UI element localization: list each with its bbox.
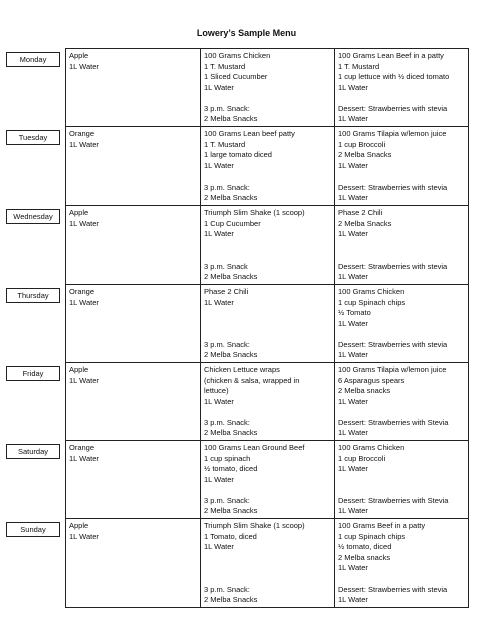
item-group [69, 443, 197, 464]
menu-line: 1 T. Mustard [338, 61, 380, 71]
item-group [204, 129, 331, 171]
menu-line: 2 Melba Snacks [338, 218, 392, 228]
menu-line: 3 p.m. Snack: [204, 417, 250, 427]
menu-line: 1L Water [338, 229, 368, 239]
menu-line: 1 Cup Cucumber [204, 218, 261, 228]
menu-table [65, 48, 469, 608]
menu-line: ½ Tomato [338, 308, 371, 318]
snack-group [204, 585, 331, 606]
snack-group [338, 262, 465, 283]
menu-line: 100 Grams Chicken [204, 51, 271, 60]
menu-line: 1L Water [204, 82, 234, 92]
item-group [69, 208, 197, 229]
menu-line: 1L Water [69, 375, 99, 385]
dinner-cell [335, 363, 469, 441]
snack-group [204, 262, 331, 283]
menu-line: 100 Grams Lean beef patty [204, 129, 295, 138]
menu-line: 1L Water [338, 506, 368, 516]
lunch-cell [201, 519, 335, 608]
menu-line: ½ tomato, diced [204, 464, 258, 474]
menu-line: Orange [69, 443, 95, 452]
menu-line: 1L Water [204, 542, 234, 552]
menu-line: 1L Water [338, 396, 368, 406]
item-group [204, 443, 331, 485]
menu-line: 1 Tomato, diced [204, 531, 257, 541]
snack-group [204, 418, 331, 439]
lunch-cell [201, 441, 335, 519]
menu-line: 3 p.m. Snack: [204, 495, 250, 505]
menu-line: 100 Grams Chicken [338, 287, 405, 296]
breakfast-cell [66, 206, 201, 285]
menu-line: 1L Water [69, 297, 99, 307]
menu-line: 3 p.m. Snack: [204, 339, 250, 349]
menu-line: 1L Water [338, 82, 368, 92]
menu-line: 1L Water [204, 396, 234, 406]
item-group [338, 443, 465, 475]
day-row [66, 363, 469, 441]
menu-line: 6 Asparagus spears [338, 375, 405, 385]
day-label-tuesday: Tuesday [6, 130, 60, 145]
page-title: Lowery’s Sample Menu [196, 28, 297, 38]
day-label-saturday: Saturday [6, 444, 60, 459]
dinner-cell [335, 519, 469, 608]
menu-line: Dessert: Strawberries with stevia [338, 261, 448, 271]
menu-line: 1L Water [204, 297, 234, 307]
day-row [66, 519, 469, 608]
menu-line: 1L Water [338, 114, 368, 124]
menu-line: 1 cup Broccoli [338, 453, 386, 463]
snack-group [204, 340, 331, 361]
menu-line: 1L Water [69, 531, 99, 541]
menu-line: Dessert: Strawberries with stevia [338, 103, 448, 113]
menu-line: 100 Grams Tilapia w/lemon juice [338, 365, 447, 374]
menu-line: Apple [69, 365, 89, 374]
lunch-cell [201, 206, 335, 285]
menu-line: 1 T. Mustard [204, 61, 246, 71]
menu-line: 1L Water [69, 61, 99, 71]
menu-line: 100 Grams Lean Ground Beef [204, 443, 305, 452]
menu-line: lettuce) [204, 386, 229, 396]
menu-line: 1L Water [69, 139, 99, 149]
menu-line: Triumph Slim Shake (1 scoop) [204, 208, 305, 217]
item-group [338, 51, 465, 93]
menu-line: Apple [69, 521, 89, 530]
menu-line: Dessert: Strawberries with stevia [338, 182, 448, 192]
menu-line: 2 Melba Snacks [204, 595, 258, 605]
menu-line: 1L Water [338, 272, 368, 282]
menu-line: Dessert: Strawberries with stevia [338, 339, 448, 349]
menu-line: 1L Water [338, 160, 368, 170]
item-group [338, 208, 465, 240]
menu-line: 2 Melba Snacks [204, 272, 258, 282]
menu-line: 2 Melba Snacks [204, 114, 258, 124]
menu-line: 1 cup lettuce with ½ diced tomato [338, 72, 450, 82]
menu-line: Chicken Lettuce wraps [204, 365, 280, 374]
menu-line: 1 large tomato diced [204, 150, 272, 160]
menu-line: 1 cup Spinach chips [338, 531, 406, 541]
snack-group [338, 340, 465, 361]
menu-line: 1L Water [338, 350, 368, 360]
item-group [338, 287, 465, 329]
menu-line: 1L Water [338, 193, 368, 203]
menu-line: 1L Water [338, 595, 368, 605]
menu-line: 3 p.m. Snack: [204, 584, 250, 594]
menu-line: 1 cup spinach [204, 453, 251, 463]
menu-line: 1L Water [204, 229, 234, 239]
item-group [69, 51, 197, 72]
snack-group [204, 496, 331, 517]
menu-line: 1L Water [204, 160, 234, 170]
item-group [69, 521, 197, 542]
snack-group [338, 183, 465, 204]
menu-line: Phase 2 Chili [204, 287, 249, 296]
item-group [204, 365, 331, 407]
breakfast-cell [66, 519, 201, 608]
day-label-wednesday: Wednesday [6, 209, 60, 224]
lunch-cell [201, 127, 335, 206]
menu-line: 100 Grams Beef in a patty [338, 521, 426, 530]
menu-line: 2 Melba Snacks [204, 350, 258, 360]
menu-line: 2 Melba Snacks [338, 150, 392, 160]
dinner-cell [335, 127, 469, 206]
menu-line: 1 cup Broccoli [338, 139, 386, 149]
menu-line: Dessert: Strawberries with stevia [338, 584, 448, 594]
menu-line: Dessert: Strawberries with Stevia [338, 495, 449, 505]
menu-line: Triumph Slim Shake (1 scoop) [204, 521, 305, 530]
dinner-cell [335, 441, 469, 519]
menu-line: Phase 2 Chili [338, 208, 383, 217]
item-group [69, 287, 197, 308]
snack-group [204, 104, 331, 125]
lunch-cell [201, 49, 335, 127]
breakfast-cell [66, 127, 201, 206]
menu-line: 1L Water [338, 563, 368, 573]
day-row [66, 206, 469, 285]
item-group [204, 287, 331, 308]
menu-line: 100 Grams Tilapia w/lemon juice [338, 129, 447, 138]
menu-line: 3 p.m. Snack: [204, 103, 250, 113]
menu-line: Orange [69, 129, 95, 138]
menu-line: 1L Water [69, 218, 99, 228]
menu-body [66, 49, 469, 608]
menu-line: Apple [69, 208, 89, 217]
breakfast-cell [66, 285, 201, 363]
menu-line: 1L Water [338, 464, 368, 474]
snack-group [338, 585, 465, 606]
dinner-cell [335, 206, 469, 285]
item-group [338, 521, 465, 574]
menu-line: 2 Melba Snacks [204, 193, 258, 203]
day-label-friday: Friday [6, 366, 60, 381]
day-label-monday: Monday [6, 52, 60, 67]
menu-line: 1L Water [204, 474, 234, 484]
menu-line: 3 p.m. Snack: [204, 182, 250, 192]
item-group [69, 129, 197, 150]
item-group [338, 129, 465, 171]
menu-line: Apple [69, 51, 89, 60]
menu-line: 100 Grams Lean Beef in a patty [338, 51, 444, 60]
day-label-thursday: Thursday [6, 288, 60, 303]
day-row [66, 49, 469, 127]
item-group [204, 208, 331, 240]
menu-line: 1 T. Mustard [204, 139, 246, 149]
menu-line: 3 p.m. Snack [204, 261, 248, 271]
day-row [66, 127, 469, 206]
menu-line: 2 Melba Snacks [204, 506, 258, 516]
lunch-cell [201, 363, 335, 441]
snack-group [338, 496, 465, 517]
menu-line: 100 Grams Chicken [338, 443, 405, 452]
item-group [204, 521, 331, 553]
menu-line: (chicken & salsa, wrapped in [204, 375, 300, 385]
lunch-cell [201, 285, 335, 363]
day-row [66, 285, 469, 363]
menu-line: ½ tomato, diced [338, 542, 392, 552]
breakfast-cell [66, 49, 201, 127]
menu-line: Orange [69, 287, 95, 296]
item-group [204, 51, 331, 93]
item-group [338, 365, 465, 407]
dinner-cell [335, 49, 469, 127]
menu-line: Dessert: Strawberries with Stevia [338, 417, 449, 427]
day-label-sunday: Sunday [6, 522, 60, 537]
menu-line: 2 Melba snacks [338, 386, 391, 396]
menu-line: 1 Sliced Cucumber [204, 72, 268, 82]
day-row [66, 441, 469, 519]
snack-group [204, 183, 331, 204]
snack-group [338, 104, 465, 125]
menu-line: 2 Melba Snacks [204, 428, 258, 438]
menu-line: 1 cup Spinach chips [338, 297, 406, 307]
menu-line: 1L Water [338, 428, 368, 438]
menu-line: 2 Melba snacks [338, 552, 391, 562]
snack-group [338, 418, 465, 439]
dinner-cell [335, 285, 469, 363]
breakfast-cell [66, 441, 201, 519]
breakfast-cell [66, 363, 201, 441]
item-group [69, 365, 197, 386]
menu-line: 1L Water [338, 318, 368, 328]
menu-line: 1L Water [69, 453, 99, 463]
